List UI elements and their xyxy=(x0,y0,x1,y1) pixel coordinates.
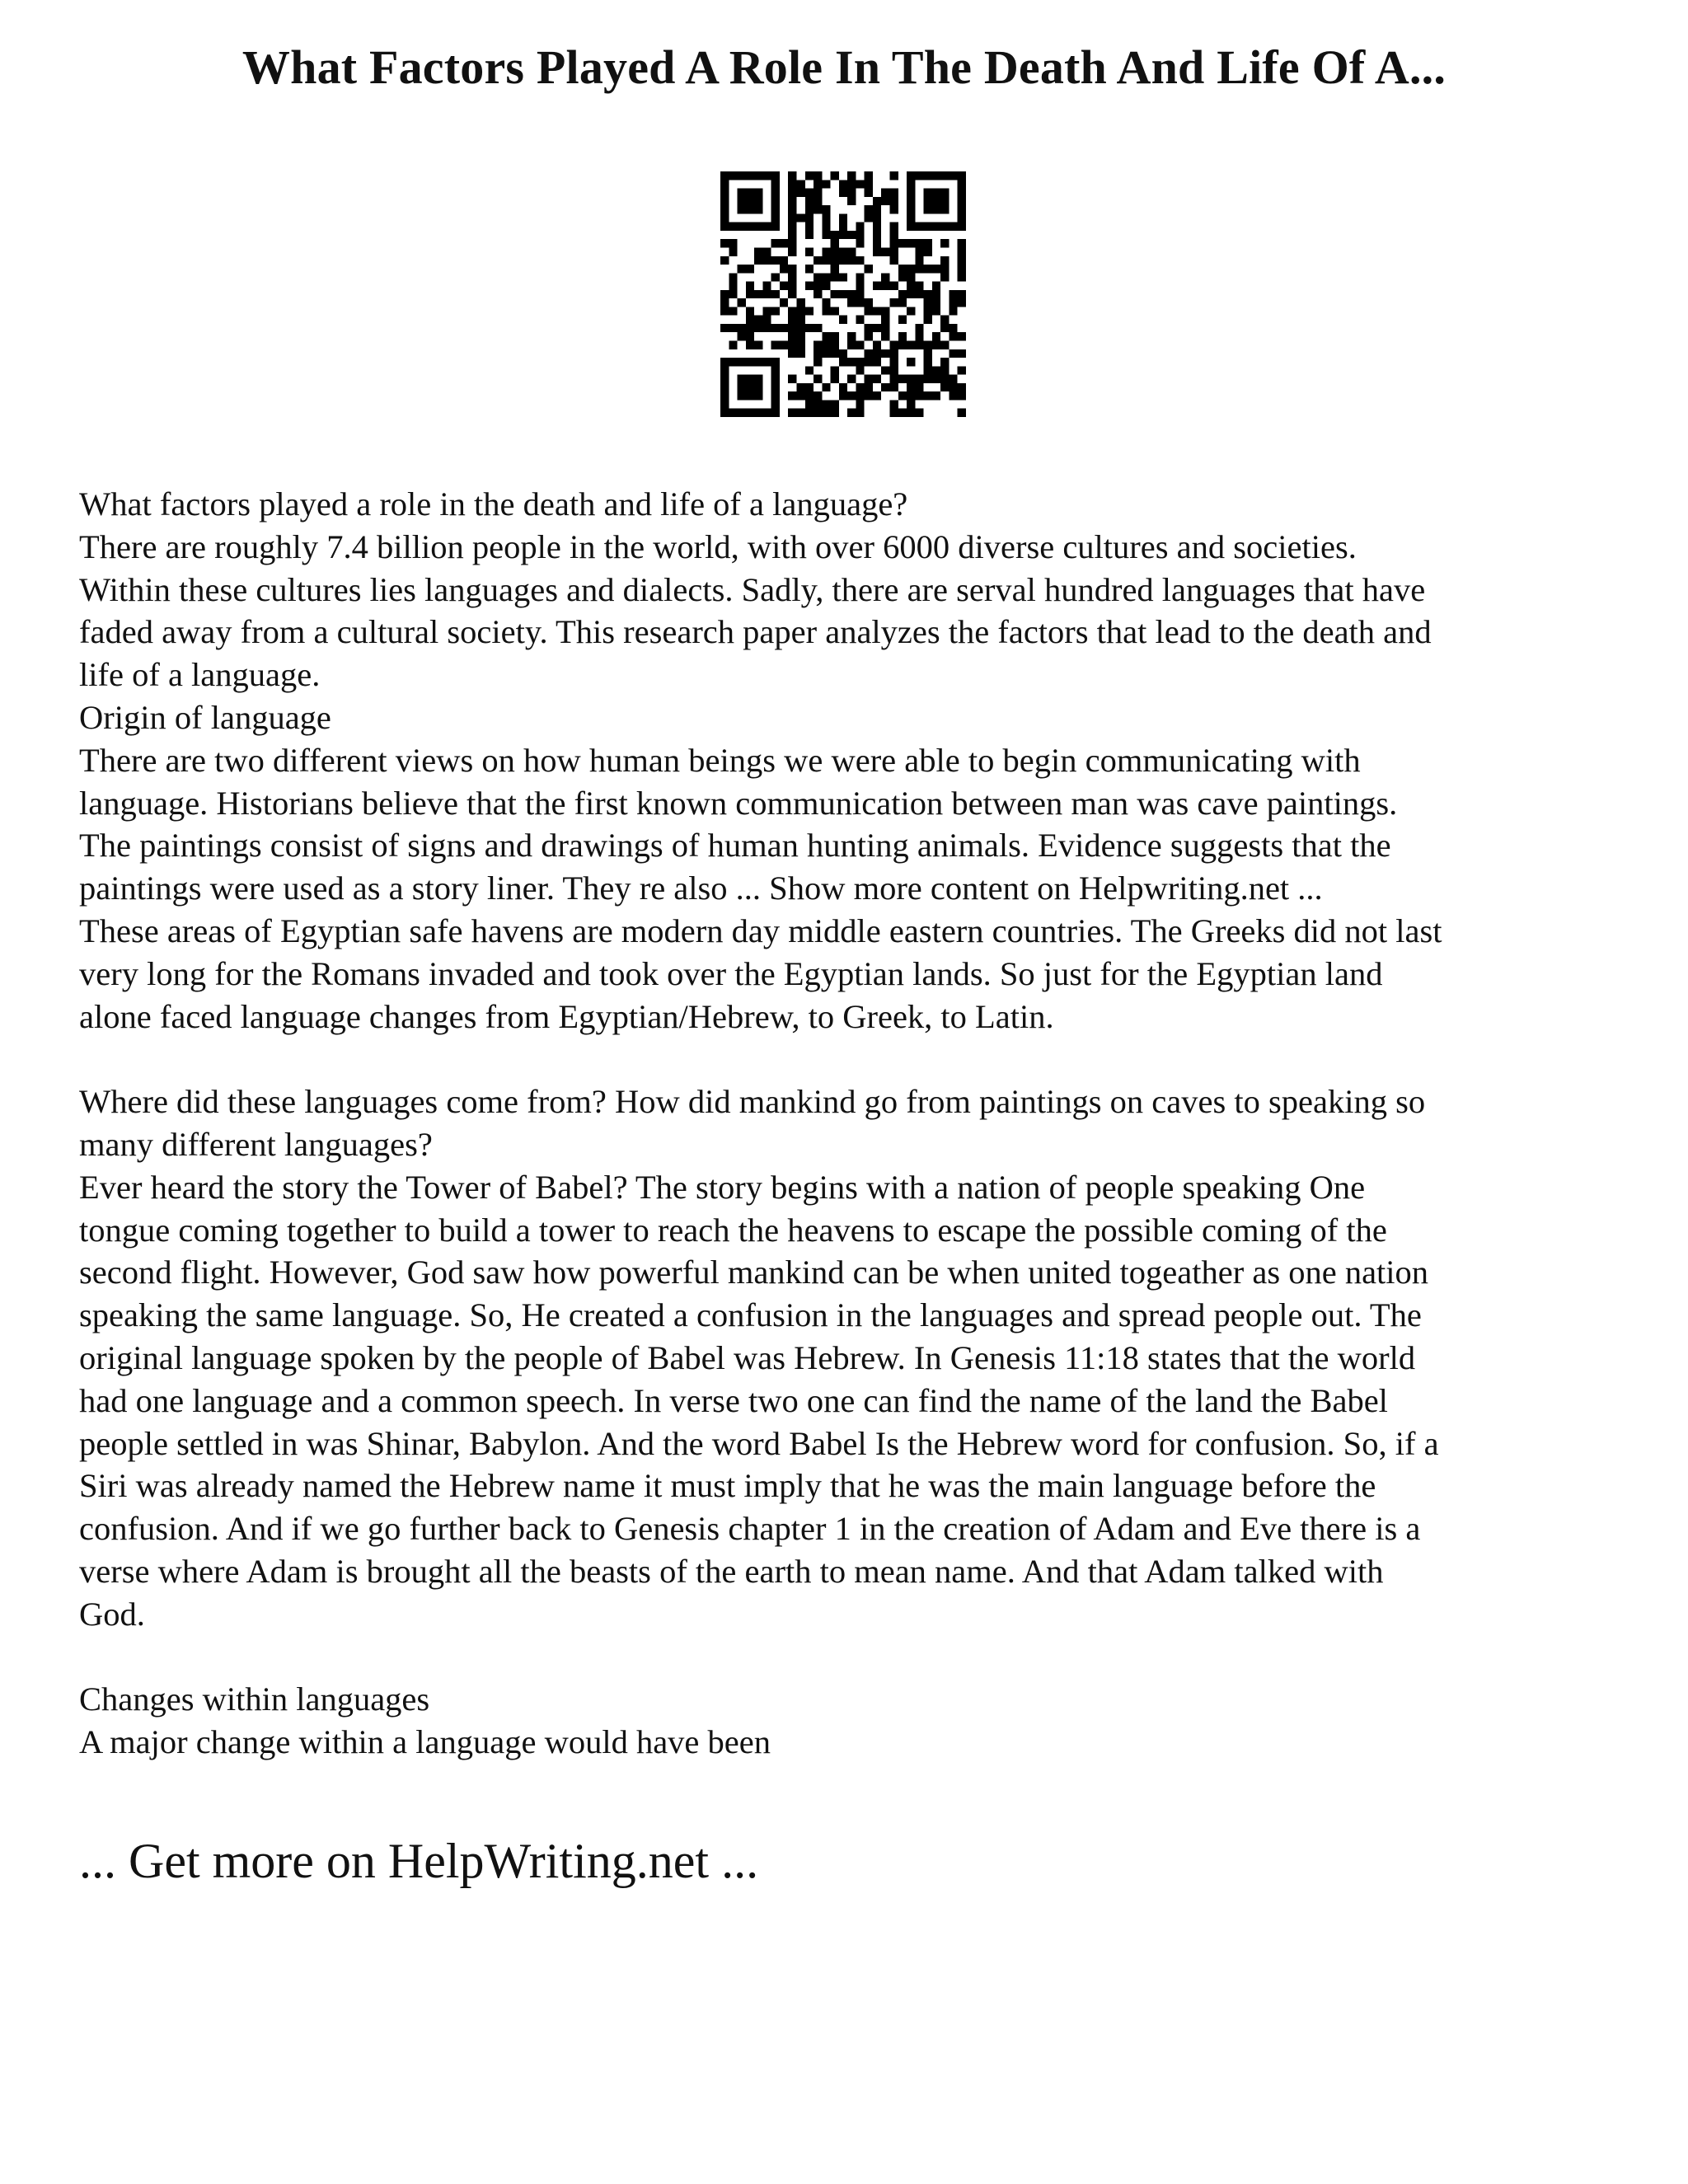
body-line: A major change within a language would have been xyxy=(79,1723,771,1761)
body-line: There are roughly 7.4 billion people in the world, with over 6000 diverse cultures and societies. xyxy=(79,527,1357,565)
body-line: life of a language. xyxy=(79,656,321,694)
body-line: confusion. And if we go further back to Genesis chapter 1 in the creation of Adam and Eve there is a xyxy=(79,1510,1421,1548)
body-line: people settled in was Shinar, Babylon. And the word Babel Is the Hebrew word for confusion. So, if a xyxy=(79,1424,1439,1462)
body-line: The paintings consist of signs and drawings of human hunting animals. Evidence suggests that the xyxy=(79,827,1391,865)
body-line: faded away from a cultural society. This research paper analyzes the factors that lead to the death and xyxy=(79,613,1432,651)
body-line: Where did these languages come from? How did mankind go from paintings on caves to speaking so xyxy=(79,1083,1426,1121)
qr-code xyxy=(720,171,966,417)
body-line: verse where Adam is brought all the beasts of the earth to mean name. And that Adam talked with xyxy=(79,1552,1384,1590)
body-line: Changes within languages xyxy=(79,1680,430,1718)
body-line: language. Historians believe that the first known communication between man was cave paintings. xyxy=(79,784,1398,822)
paragraph-gap xyxy=(79,1636,1629,1679)
body-line: second flight. However, God saw how powerful mankind can be when united togeather as one nation xyxy=(79,1254,1429,1291)
body-line: Origin of language xyxy=(79,698,331,736)
body-line: speaking the same language. So, He created a confusion in the languages and spread people out. The xyxy=(79,1296,1422,1334)
body-line: tongue coming together to build a tower to reach the heavens to escape the possible coming of the xyxy=(79,1211,1387,1249)
body-line: very long for the Romans invaded and took over the Egyptian lands. So just for the Egyptian land xyxy=(79,954,1383,992)
document-body xyxy=(79,483,1629,1764)
body-line: What factors played a role in the death and life of a language? xyxy=(79,485,908,523)
body-line: These areas of Egyptian safe havens are modern day middle eastern countries. The Greeks did not last xyxy=(79,912,1442,949)
get-more-link[interactable]: ... Get more on HelpWriting.net ... xyxy=(79,1834,759,1888)
body-line: Ever heard the story the Tower of Babel? The story begins with a nation of people speaking One xyxy=(79,1168,1366,1206)
document-title: What Factors Played A Role In The Death And Life Of A... xyxy=(241,40,1447,94)
body-line: original language spoken by the people of Babel was Hebrew. In Genesis 11:18 states that the world xyxy=(79,1338,1416,1376)
body-line: Siri was already named the Hebrew name it must imply that he was the main language before the xyxy=(79,1467,1376,1505)
body-line: alone faced language changes from Egyptian/Hebrew, to Greek, to Latin. xyxy=(79,997,1054,1035)
paragraph-gap xyxy=(79,1038,1629,1080)
body-line: There are two different views on how human beings we were able to begin communicating with xyxy=(79,741,1361,779)
body-line: paintings were used as a story liner. They re also ... Show more content on Helpwriting.net ... xyxy=(79,869,1323,907)
body-line: had one language and a common speech. In verse two one can find the name of the land the Babel xyxy=(79,1381,1388,1419)
body-line: God. xyxy=(79,1595,145,1633)
body-line: Within these cultures lies languages and dialects. Sadly, there are serval hundred languages that have xyxy=(79,570,1426,608)
body-line: many different languages? xyxy=(79,1125,433,1163)
